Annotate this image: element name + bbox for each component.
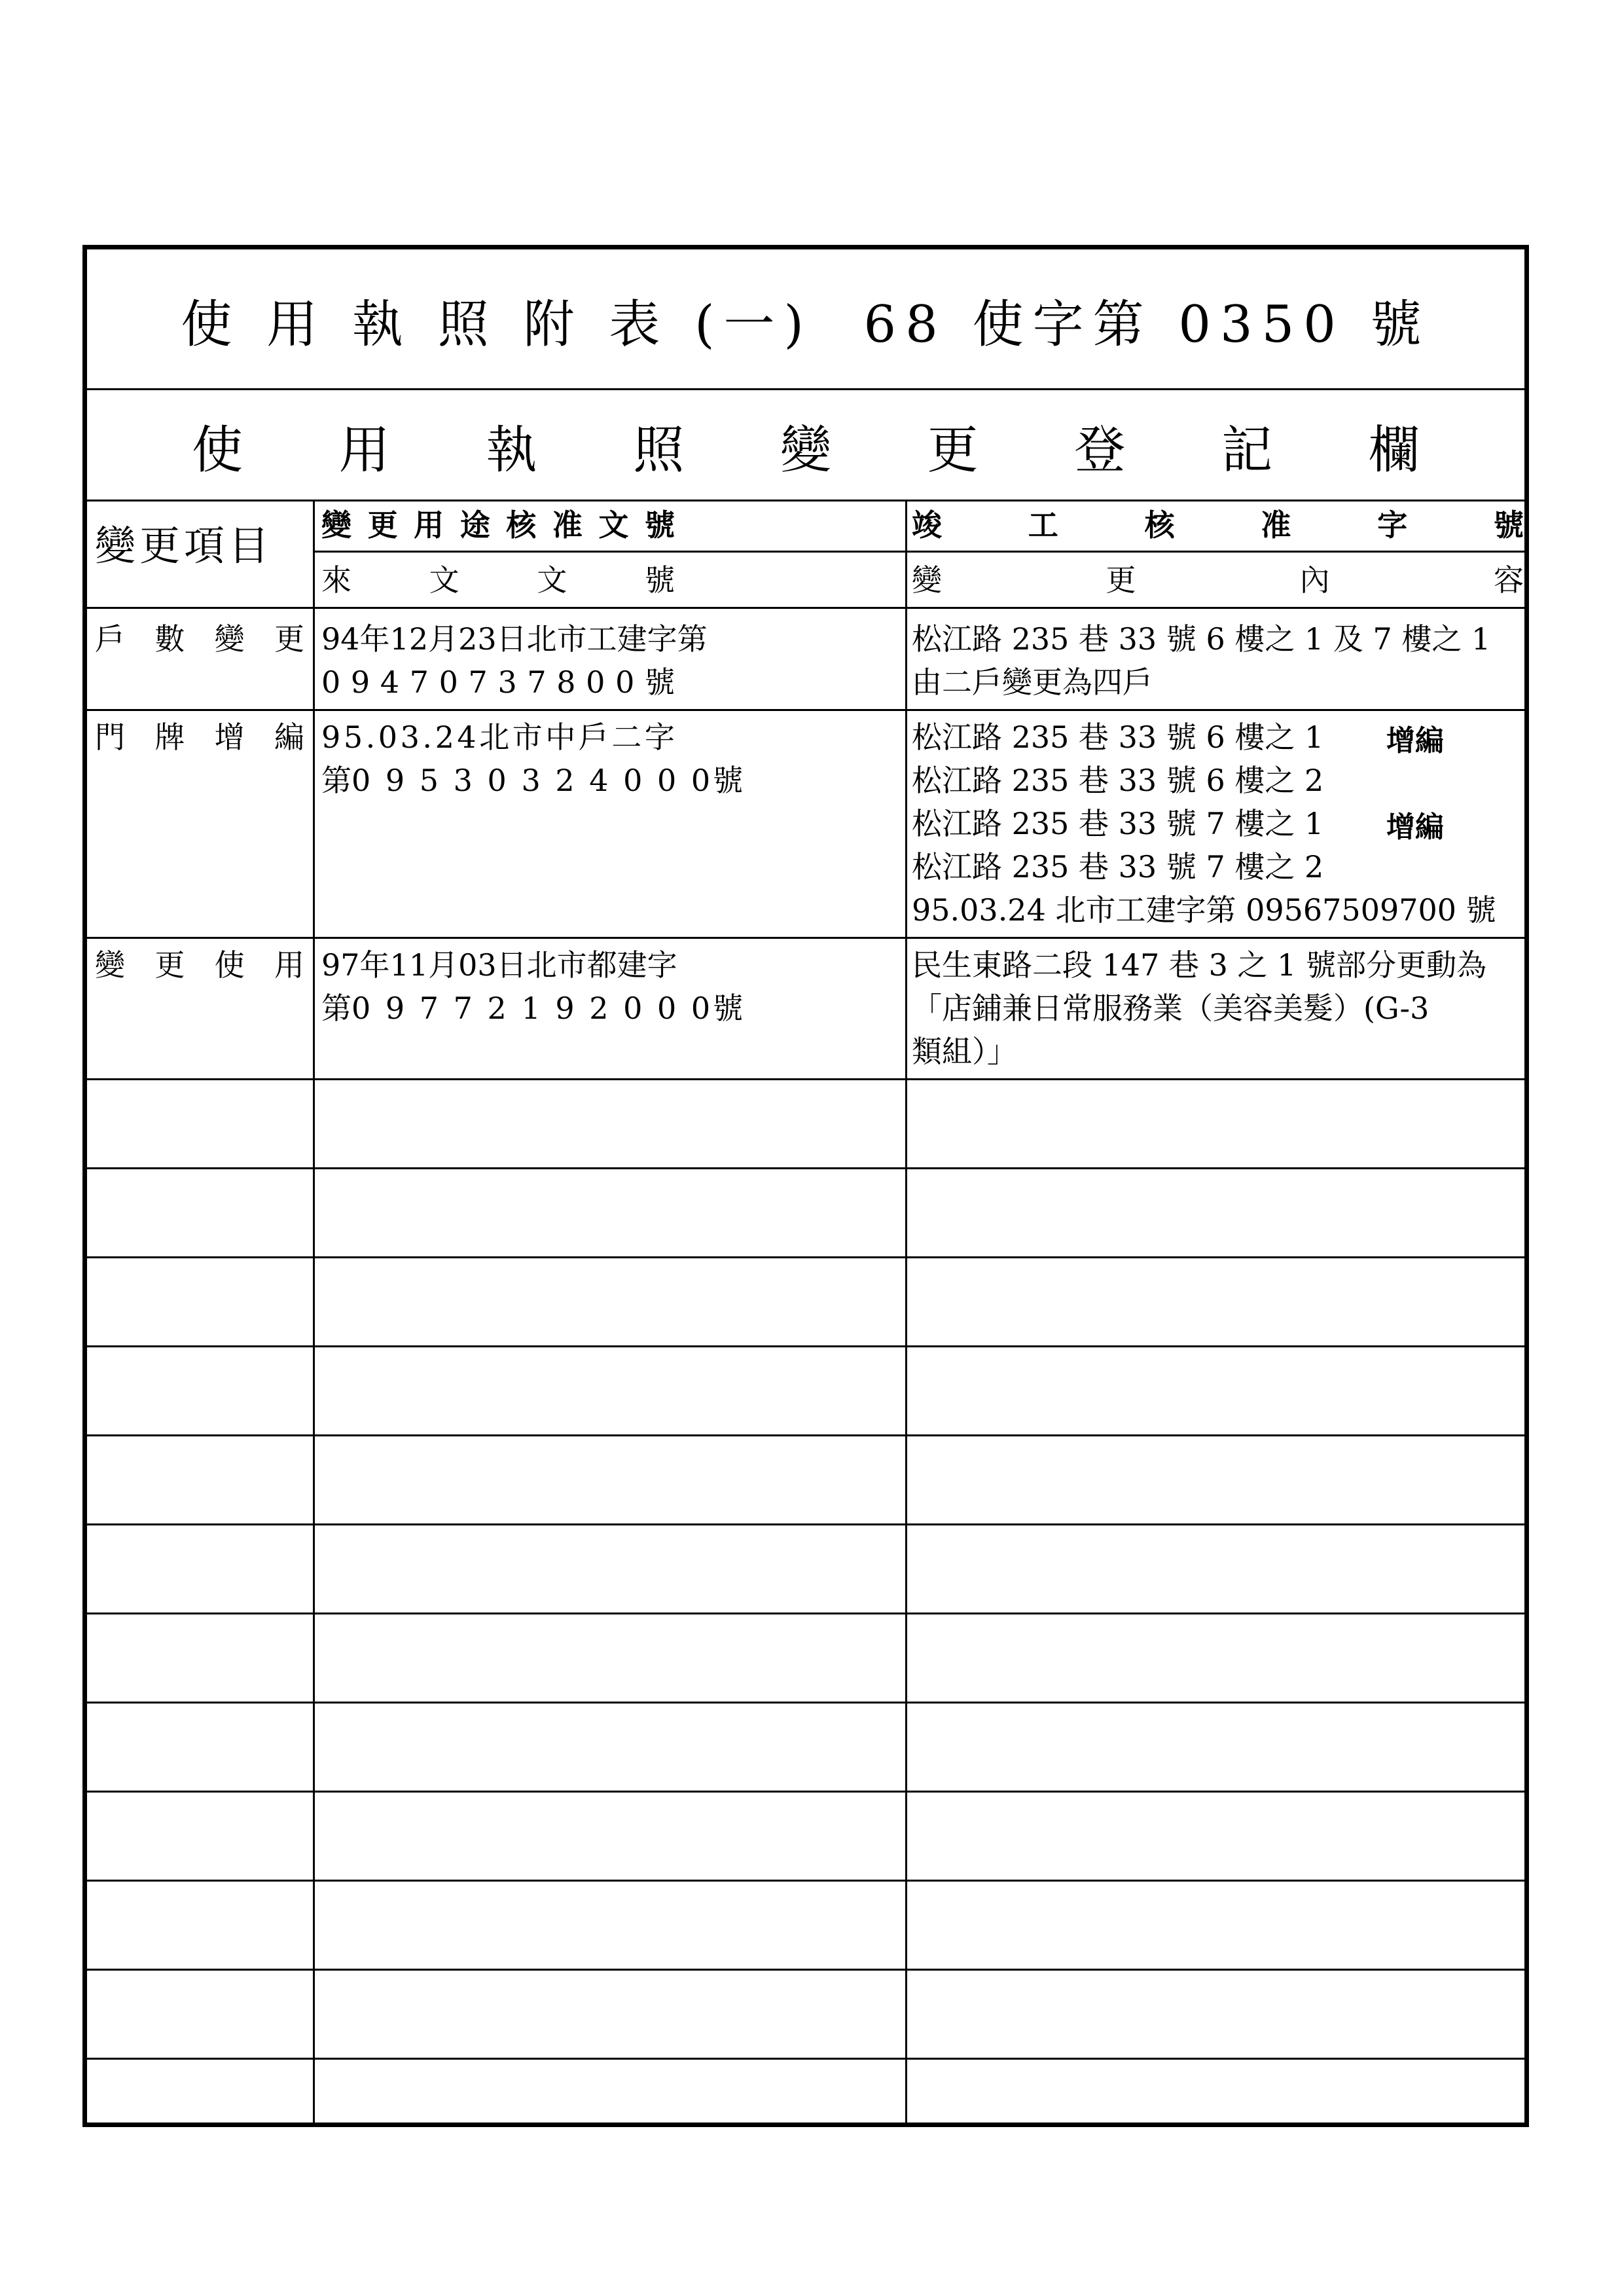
ref-token: 建 <box>617 947 647 983</box>
ref-token: 0 <box>378 720 398 755</box>
row-ref-line <box>321 617 708 661</box>
ref-token: 年 <box>359 621 390 657</box>
ref-token: 9 <box>350 665 370 700</box>
item-char: 使 <box>214 947 245 983</box>
empty-row-divider <box>87 1969 1524 1971</box>
empty-row-divider <box>87 1434 1524 1436</box>
header-bottom-divider <box>87 607 1524 609</box>
ref-token: 0 9 5 3 0 3 2 4 0 0 0 <box>351 763 713 798</box>
ref-token: 月 <box>428 947 459 983</box>
header-mid-divider <box>313 551 1524 553</box>
row-ref-line <box>321 943 675 987</box>
header-char: 字 <box>1377 507 1408 543</box>
ref-token: 都 <box>586 947 617 983</box>
empty-row-divider <box>87 1613 1524 1614</box>
column-divider <box>905 500 907 2123</box>
row-content-line: 95.03.24 北市工建字第 09567509700 號 <box>912 892 1496 928</box>
item-char: 增 <box>214 720 245 755</box>
ref-token: 94 <box>321 621 360 657</box>
ref-token: 23 <box>458 621 497 657</box>
empty-row-divider <box>87 1791 1524 1793</box>
row-content-line: 松江路 235 巷 33 號 6 樓之 2 <box>912 763 1324 798</box>
ref-token: . <box>422 720 433 755</box>
ref-token: 月 <box>428 621 459 657</box>
item-char: 牌 <box>154 720 185 755</box>
item-char: 門 <box>95 720 125 755</box>
ref-token: 2 <box>435 720 454 755</box>
section-title-char: 使 <box>192 421 243 480</box>
header-char: 竣 <box>912 507 942 543</box>
ref-token: 9 <box>321 720 341 755</box>
ref-token: 0 <box>321 665 341 700</box>
header-char: 更 <box>1106 562 1136 598</box>
ref-token: 號 <box>713 991 744 1026</box>
header-char: 號 <box>644 507 675 543</box>
row-ref-line <box>321 716 675 759</box>
item-char: 更 <box>274 621 304 657</box>
ref-token: 8 <box>556 665 576 700</box>
ref-token: 7 <box>409 665 429 700</box>
ref-token: 日北市工建字第 <box>496 621 708 657</box>
ref-token: 12 <box>389 621 429 657</box>
item-char: 數 <box>154 621 185 657</box>
row-divider <box>87 709 1524 711</box>
item-char: 變 <box>95 947 125 983</box>
ref-token: 號 <box>713 763 744 798</box>
row-ref-line <box>321 759 744 802</box>
ref-token: 4 <box>380 665 400 700</box>
section-title-char: 記 <box>1221 421 1273 480</box>
row-ref-line <box>321 987 744 1030</box>
item-char: 用 <box>274 947 304 983</box>
ref-token: 3 <box>497 665 517 700</box>
header-char: 文 <box>429 562 459 598</box>
ref-token: 字 <box>644 720 675 755</box>
addition-mark: 增編 <box>1386 811 1444 844</box>
row-item <box>95 617 304 661</box>
header-char: 途 <box>459 507 490 543</box>
row-content-line: 松江路 235 巷 33 號 7 樓之 2 <box>912 849 1324 884</box>
header-char: 號 <box>1493 507 1524 543</box>
header-char: 准 <box>1261 507 1291 543</box>
header-char: 准 <box>552 507 583 543</box>
col2-header-bottom <box>321 558 675 602</box>
row-content-line: 類組）」 <box>912 1034 1017 1069</box>
row-ref-line <box>321 661 675 704</box>
ref-token: 戶 <box>578 720 609 755</box>
item-char: 戶 <box>95 621 125 657</box>
row-content-line: 松江路 235 巷 33 號 6 樓之 1 及 7 樓之 1 <box>912 621 1491 657</box>
ref-token: 市 <box>512 720 543 755</box>
ref-token: 0 <box>615 665 635 700</box>
section-title-char: 欄 <box>1368 421 1420 480</box>
ref-token: 97 <box>321 947 360 983</box>
ref-token: 0 9 7 7 2 1 9 2 0 0 0 <box>351 991 713 1026</box>
empty-row-divider <box>87 2058 1524 2060</box>
row-item <box>95 943 304 987</box>
section-title-char: 更 <box>927 421 979 480</box>
ref-token: 7 <box>527 665 547 700</box>
addition-mark: 增編 <box>1386 724 1444 757</box>
header-char: 核 <box>506 507 537 543</box>
ref-token: 字 <box>647 947 677 983</box>
empty-row-divider <box>87 1523 1524 1525</box>
row-content-line: 民生東路二段 147 巷 3 之 1 號部分更動為 <box>912 947 1487 983</box>
header-char: 文 <box>537 562 567 598</box>
header-char: 更 <box>367 507 398 543</box>
row-divider <box>87 937 1524 939</box>
ref-token: 號 <box>644 665 675 700</box>
header-char: 容 <box>1493 562 1524 598</box>
ref-token: . <box>365 720 376 755</box>
ref-token: 03 <box>458 947 497 983</box>
ref-token: 北 <box>479 720 510 755</box>
col3-header-top <box>912 503 1524 547</box>
header-char: 核 <box>1144 507 1175 543</box>
header-char: 內 <box>1299 562 1330 598</box>
ref-token: 5 <box>343 720 363 755</box>
row-content-line: 松江路 235 巷 33 號 7 樓之 1 <box>912 806 1324 841</box>
ref-token: 第 <box>321 763 351 798</box>
col2-header-top <box>321 503 675 547</box>
ref-token: 市 <box>556 947 587 983</box>
section-title-char: 用 <box>338 421 390 480</box>
empty-row-divider <box>87 1702 1524 1704</box>
item-char: 變 <box>214 621 245 657</box>
ref-token: 年 <box>359 947 390 983</box>
section-title-char: 登 <box>1074 421 1126 480</box>
col3-header-bottom <box>912 558 1524 602</box>
header-char: 號 <box>644 562 675 598</box>
empty-row-divider <box>87 1167 1524 1169</box>
subtitle-divider <box>87 500 1524 501</box>
empty-row-divider <box>87 1345 1524 1347</box>
ref-token: 3 <box>400 720 420 755</box>
row-content-line: 松江路 235 巷 33 號 6 樓之 1 <box>912 720 1324 755</box>
row-item <box>95 716 304 759</box>
header-char: 工 <box>1028 507 1058 543</box>
empty-row-divider <box>87 1256 1524 1258</box>
section-title <box>192 390 1420 501</box>
ref-token: 北 <box>526 947 557 983</box>
permit-table-frame <box>82 245 1529 2127</box>
section-title-char: 照 <box>633 421 685 480</box>
header-char: 來 <box>321 562 351 598</box>
ref-token: 7 <box>468 665 488 700</box>
header-char: 文 <box>598 507 629 543</box>
ref-token: 中 <box>545 720 576 755</box>
ref-token: 0 <box>439 665 458 700</box>
item-char: 編 <box>274 720 304 755</box>
ref-token: 二 <box>611 720 642 755</box>
header-char: 變 <box>912 562 942 598</box>
column-divider <box>313 500 315 2123</box>
row-content-line: 由二戶變更為四戶 <box>912 665 1153 700</box>
header-char: 變 <box>321 507 351 543</box>
section-title-char: 執 <box>486 421 537 480</box>
ref-token: 日 <box>496 947 527 983</box>
ref-token: 第 <box>321 991 351 1026</box>
empty-row-divider <box>87 1880 1524 1882</box>
change-item-header: 變更項目 <box>95 522 274 570</box>
document-title: 使 用 執 照 附 表 (一) 68 使字第 0350 號 <box>181 295 1431 354</box>
ref-token: 4 <box>457 720 476 755</box>
row-divider <box>87 1078 1524 1080</box>
section-title-char: 變 <box>780 421 831 480</box>
ref-token: 0 <box>586 665 605 700</box>
ref-token: 11 <box>389 947 429 983</box>
row-content-line: 「店鋪兼日常服務業（美容美髮）(G-3 <box>912 991 1429 1026</box>
header-char: 用 <box>414 507 444 543</box>
item-char: 更 <box>154 947 185 983</box>
